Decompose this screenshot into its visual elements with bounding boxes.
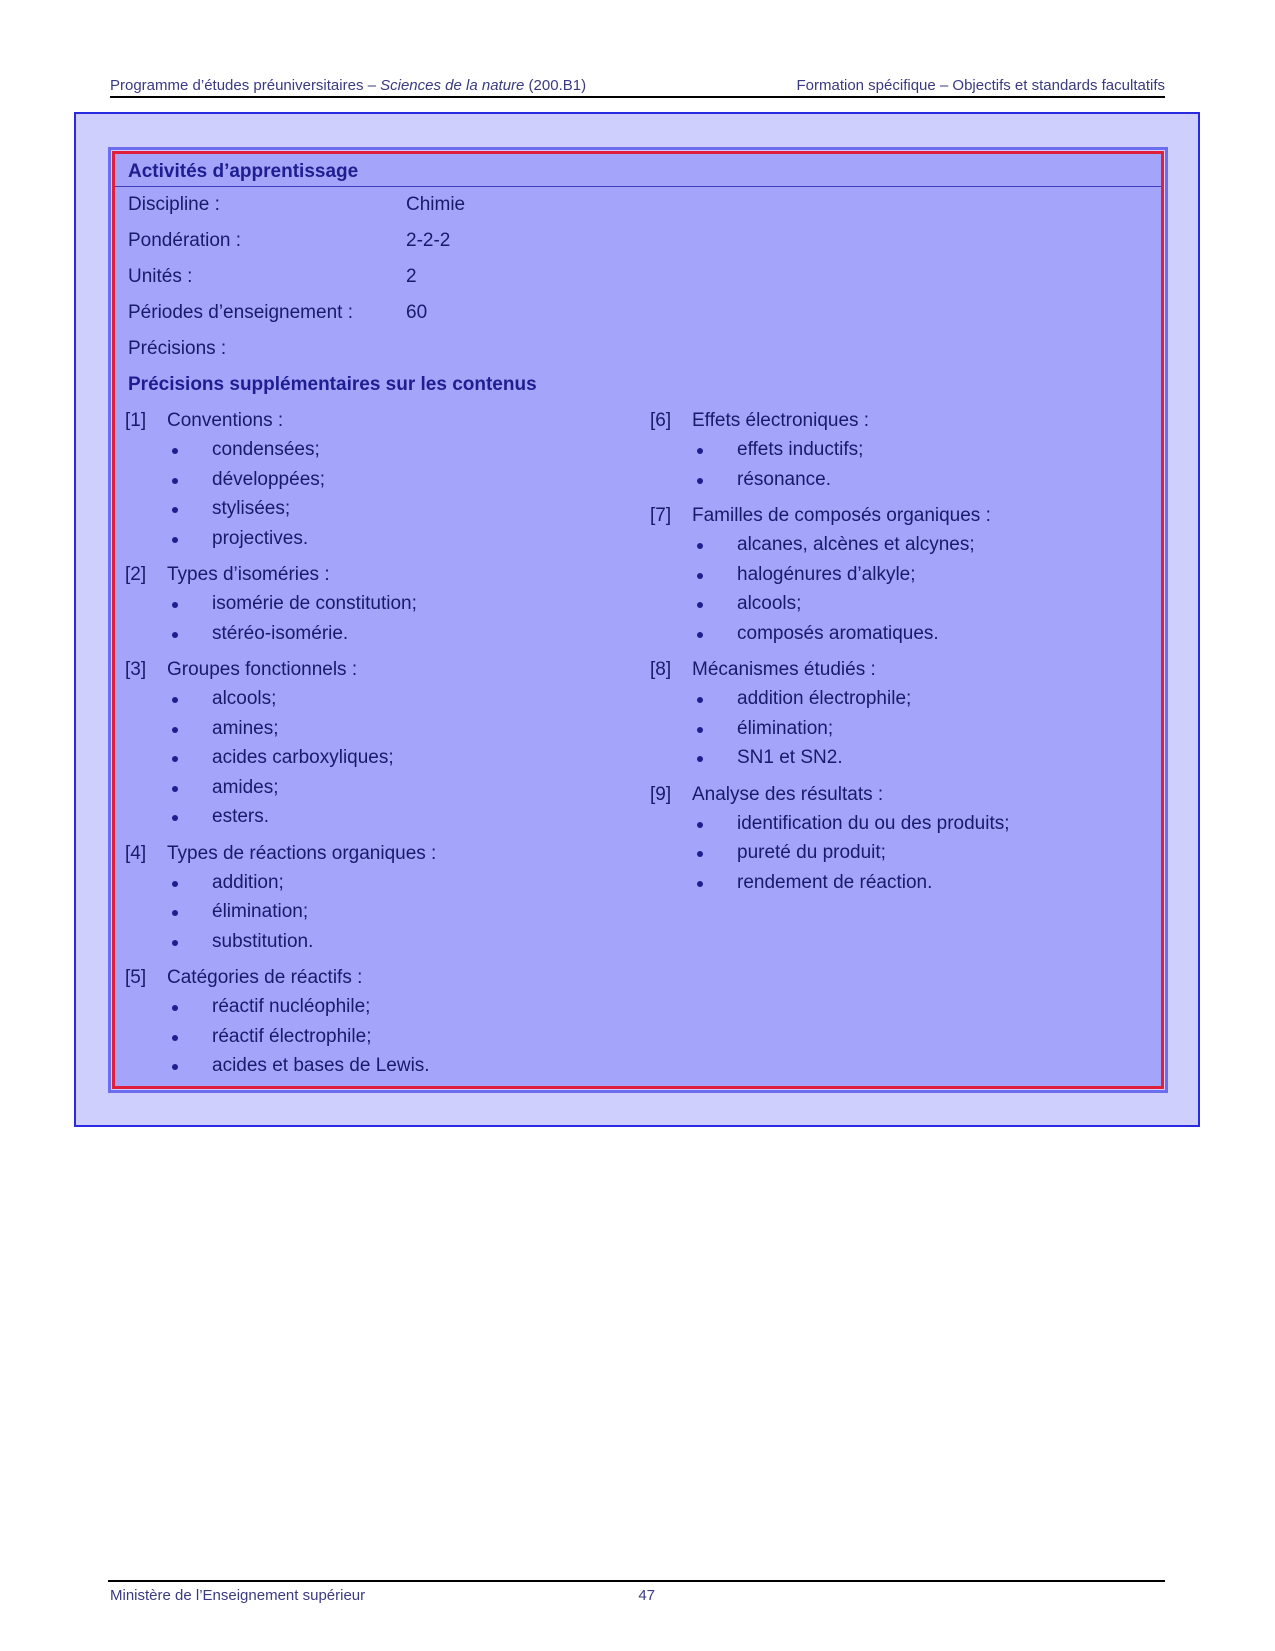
list-item [650, 871, 1150, 901]
group-title: Types de réactions organiques : [167, 842, 437, 864]
list-item-text: élimination; [212, 901, 309, 922]
content-group [650, 658, 1150, 776]
group-number: [2] [125, 564, 147, 585]
list-item [650, 592, 1150, 622]
list-item [125, 995, 625, 1025]
list-item [650, 687, 1150, 717]
field-label: Précisions : [128, 338, 227, 359]
list-item [125, 622, 625, 652]
bullet-icon [172, 1064, 178, 1070]
list-item-text: effets inductifs; [737, 439, 864, 460]
group-title: Mécanismes étudiés : [692, 659, 876, 680]
content-column-right [650, 409, 1150, 907]
list-item [650, 563, 1150, 593]
list-item [125, 746, 625, 776]
list-item [125, 438, 625, 468]
list-item [650, 533, 1150, 563]
list-item-text: réactif nucléophile; [212, 996, 371, 1017]
list-item-text: alcanes, alcènes et alcynes; [737, 534, 975, 555]
list-item [125, 592, 625, 622]
list-item-text: acides carboxyliques; [212, 747, 394, 768]
list-item-text: développées; [212, 468, 326, 490]
footer-divider [108, 1580, 1165, 1582]
list-item [650, 622, 1150, 652]
list-item [125, 497, 625, 527]
header-prefix: Programme d’études préuniversitaires – [110, 77, 381, 94]
list-item [125, 468, 625, 498]
bullet-icon [172, 910, 178, 916]
list-item-text: esters. [212, 806, 270, 827]
activities-box [112, 151, 1164, 1089]
content-group [650, 409, 1150, 497]
list-item [650, 717, 1150, 747]
title-divider [115, 186, 1161, 187]
list-item [650, 468, 1150, 498]
content-subtitle: Précisions supplémentaires sur les contenus [128, 374, 537, 395]
bullet-icon [172, 1005, 178, 1011]
list-item-text: SN1 et SN2. [737, 747, 843, 768]
bullet-icon [172, 786, 178, 792]
bullet-icon [172, 940, 178, 946]
bullet-icon [697, 727, 703, 733]
list-item-text: condensées; [212, 439, 320, 460]
page-number: 47 [638, 1587, 655, 1604]
list-item [125, 871, 625, 901]
list-item-text: amines; [212, 717, 279, 739]
group-title: Catégories de réactifs : [167, 967, 363, 988]
bullet-icon [697, 602, 703, 608]
field-label: Discipline : [128, 194, 220, 215]
list-item-text: élimination; [737, 717, 834, 739]
field-value: 2 [406, 266, 417, 287]
group-title: Groupes fonctionnels : [167, 659, 358, 680]
section-title: Activités d’apprentissage [128, 161, 359, 182]
list-item [650, 812, 1150, 842]
content-group [125, 409, 625, 556]
field-value: Chimie [406, 194, 466, 215]
list-item-text: identification du ou des produits; [737, 812, 1010, 834]
list-item [125, 527, 625, 557]
bullet-icon [172, 602, 178, 608]
header-section: Formation spécifique – Objectifs et standards facultatifs [796, 77, 1165, 94]
field-value: 60 [406, 302, 428, 323]
bullet-icon [697, 478, 703, 484]
bullet-icon [697, 697, 703, 703]
list-item [125, 776, 625, 806]
field-label: Unités : [128, 266, 193, 287]
list-item-text: acides et bases de Lewis. [212, 1055, 430, 1076]
footer-ministry: Ministère de l’Enseignement supérieur [110, 1587, 366, 1604]
list-item-text: stylisées; [212, 498, 291, 519]
bullet-icon [172, 448, 178, 454]
field-label: Pondération : [128, 230, 242, 251]
content-group [125, 842, 625, 960]
bullet-icon [172, 881, 178, 887]
group-number: [7] [650, 505, 672, 526]
list-item-text: amides; [212, 776, 279, 798]
list-item-text: addition; [212, 871, 284, 893]
list-item [125, 805, 625, 835]
group-title: Effets électroniques : [692, 410, 870, 431]
field-label: Périodes d’enseignement : [128, 302, 353, 323]
group-number: [9] [650, 783, 672, 805]
bullet-icon [697, 448, 703, 454]
bullet-icon [172, 727, 178, 733]
header-program [110, 78, 586, 94]
list-item [125, 687, 625, 717]
bullet-icon [697, 822, 703, 828]
list-item-text: réactif électrophile; [212, 1025, 372, 1047]
list-item [125, 900, 625, 930]
content-column-left [125, 409, 625, 1091]
field-value: 2-2-2 [406, 230, 451, 251]
bullet-icon [697, 543, 703, 549]
list-item-text: résonance. [737, 468, 832, 490]
list-item [125, 1025, 625, 1055]
list-item [125, 1054, 625, 1084]
content-group [650, 504, 1150, 651]
list-item [125, 930, 625, 960]
list-item [650, 438, 1150, 468]
group-title: Types d’isoméries : [167, 564, 330, 585]
group-number: [1] [125, 410, 147, 431]
list-item-text: halogénures d’alkyle; [737, 563, 916, 585]
bullet-icon [172, 478, 178, 484]
group-number: [4] [125, 842, 147, 864]
bullet-icon [172, 697, 178, 703]
header-code: (200.B1) [524, 77, 587, 94]
list-item-text: alcools; [212, 688, 277, 709]
group-number: [5] [125, 967, 147, 988]
list-item-text: rendement de réaction. [737, 871, 933, 893]
list-item-text: composés aromatiques. [737, 622, 939, 644]
list-item [650, 841, 1150, 871]
group-number: [3] [125, 659, 147, 680]
bullet-icon [697, 881, 703, 887]
list-item-text: addition électrophile; [737, 688, 912, 709]
content-group [125, 563, 625, 651]
bullet-icon [172, 632, 178, 638]
bullet-icon [697, 632, 703, 638]
list-item-text: alcools; [737, 593, 802, 614]
content-group [125, 658, 625, 835]
list-item-text: isomérie de constitution; [212, 593, 417, 614]
list-item-text: projectives. [212, 527, 309, 549]
bullet-icon [172, 1035, 178, 1041]
list-item-text: stéréo-isomérie. [212, 622, 349, 644]
bullet-icon [697, 756, 703, 762]
content-group [125, 966, 625, 1084]
list-item [125, 717, 625, 747]
content-group [650, 783, 1150, 901]
group-number: [8] [650, 659, 672, 680]
list-item-text: pureté du produit; [737, 842, 886, 863]
list-item [650, 746, 1150, 776]
group-title: Conventions : [167, 410, 284, 431]
bullet-icon [697, 851, 703, 857]
list-item-text: substitution. [212, 930, 314, 952]
group-number: [6] [650, 410, 672, 431]
bullet-icon [172, 815, 178, 821]
group-title: Familles de composés organiques : [692, 505, 991, 526]
bullet-icon [697, 573, 703, 579]
header-program-name: Sciences de la nature [380, 77, 525, 94]
page-header [110, 78, 1165, 98]
bullet-icon [172, 756, 178, 762]
group-title: Analyse des résultats : [692, 783, 884, 805]
bullet-icon [172, 507, 178, 513]
bullet-icon [172, 537, 178, 543]
